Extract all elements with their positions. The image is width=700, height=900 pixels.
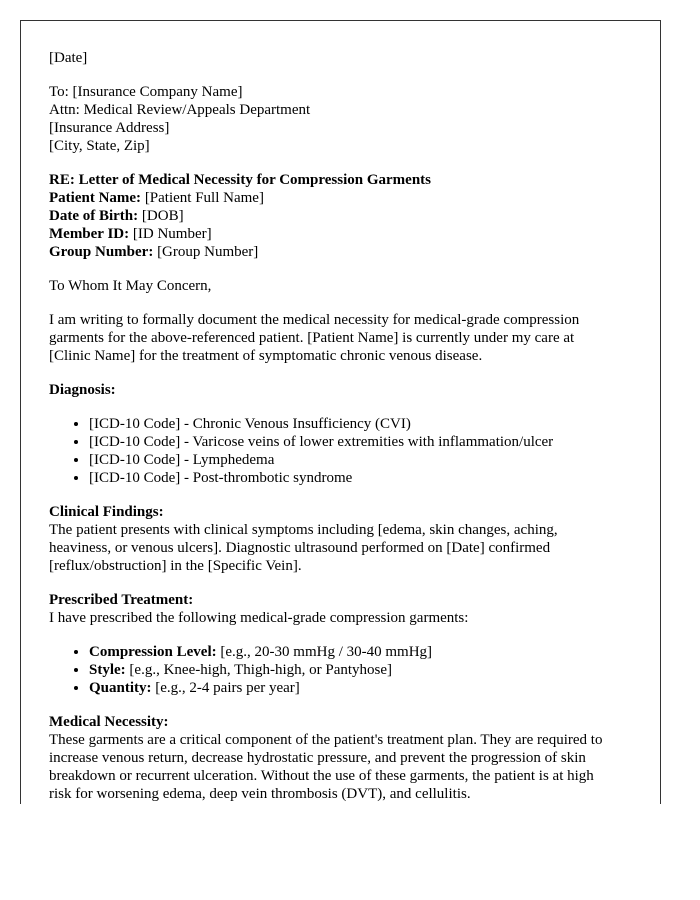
recipient-city: [City, State, Zip] bbox=[49, 138, 150, 154]
field-value: [Patient Full Name] bbox=[141, 190, 264, 206]
re-block bbox=[49, 171, 618, 261]
treatment-heading: Prescribed Treatment: bbox=[49, 592, 194, 608]
field-value: [ID Number] bbox=[129, 226, 212, 242]
diagnosis-list bbox=[49, 415, 618, 487]
date: [Date] bbox=[49, 50, 88, 66]
heading-text: Diagnosis: bbox=[49, 382, 116, 398]
treatment-list bbox=[49, 643, 618, 697]
item-value: [e.g., 2-4 pairs per year] bbox=[151, 680, 300, 696]
findings-text: The patient presents with clinical symptoms including [edema, skin changes, aching, heaviness, or venous ulcers]. Diagnostic ultrasound performed on [Date] confirmed [reflux/obstruction] in the [Specific Vein]. bbox=[49, 522, 558, 574]
field-label: Group Number: bbox=[49, 244, 154, 260]
recipient-address: [Insurance Address] bbox=[49, 120, 170, 136]
item-label: Style: bbox=[89, 662, 126, 678]
list-item bbox=[89, 661, 618, 679]
list-item bbox=[89, 679, 618, 697]
field-label: Date of Birth: bbox=[49, 208, 139, 224]
necessity-heading: Medical Necessity: bbox=[49, 714, 169, 730]
treatment-section bbox=[49, 591, 618, 627]
intro-paragraph: I am writing to formally document the medical necessity for medical-grade compression garments for the above-referenced patient. [Patient Name] is currently under my care at [Clinic Name] for the treatment of symptomatic chronic venous disease. bbox=[49, 312, 580, 364]
item-value: [e.g., 20-30 mmHg / 30-40 mmHg] bbox=[216, 644, 433, 660]
diagnosis-heading bbox=[49, 381, 618, 399]
list-item: • [ICD-10 Code] - Lymphedema bbox=[89, 451, 618, 469]
list-item bbox=[89, 643, 618, 661]
list-item: • [ICD-10 Code] - Varicose veins of lower extremities with inflammation/ulcer bbox=[89, 433, 618, 451]
re-subject: RE: Letter of Medical Necessity for Compression Garments bbox=[49, 172, 432, 188]
group-number-field bbox=[49, 243, 618, 261]
recipient-to: To: [Insurance Company Name] bbox=[49, 84, 243, 100]
item-value: [e.g., Knee-high, Thigh-high, or Pantyhose] bbox=[125, 662, 393, 678]
treatment-text: I have prescribed the following medical-grade compression garments: bbox=[49, 610, 469, 626]
field-label: Patient Name: bbox=[49, 190, 142, 206]
field-value: [DOB] bbox=[138, 208, 184, 224]
findings-section bbox=[49, 503, 618, 575]
dob-field bbox=[49, 207, 618, 225]
necessity-section bbox=[49, 713, 618, 803]
item-label: Compression Level: bbox=[89, 644, 217, 660]
recipient-block bbox=[49, 83, 618, 155]
letter-page bbox=[20, 20, 661, 804]
member-id-field bbox=[49, 225, 618, 243]
list-item: • [ICD-10 Code] - Post-thrombotic syndrome bbox=[89, 469, 618, 487]
salutation: To Whom It May Concern, bbox=[49, 278, 212, 294]
item-label: Quantity: bbox=[89, 680, 152, 696]
recipient-attn: Attn: Medical Review/Appeals Department bbox=[49, 102, 311, 118]
findings-heading: Clinical Findings: bbox=[49, 504, 164, 520]
necessity-text: These garments are a critical component of the patient's treatment plan. They are required to increase venous return, decrease hydrostatic pressure, and prevent the progression of skin breakdown or recurrent ulceration. Without the use of these garments, the patient is at high risk for worsening edema, deep vein thrombosis (DVT), and cellulitis. bbox=[49, 732, 603, 802]
field-value: [Group Number] bbox=[153, 244, 259, 260]
field-label: Member ID: bbox=[49, 226, 130, 242]
list-item: • [ICD-10 Code] - Chronic Venous Insufficiency (CVI) bbox=[89, 415, 618, 433]
patient-name-field bbox=[49, 189, 618, 207]
